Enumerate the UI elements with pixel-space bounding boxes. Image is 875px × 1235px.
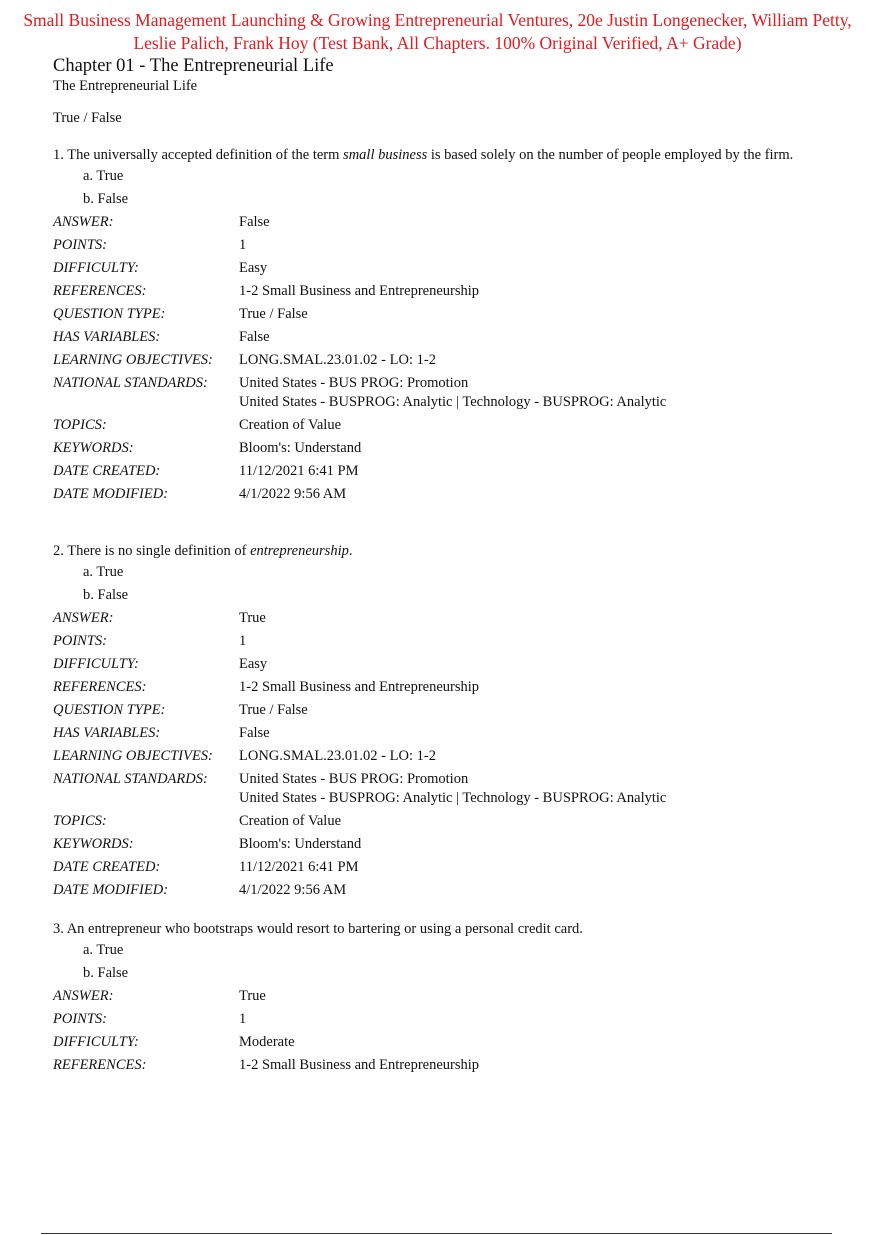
- learning-objectives-label: LEARNING OBJECTIVES:: [53, 352, 213, 368]
- date-modified-label: DATE MODIFIED:: [53, 882, 169, 898]
- difficulty-value: Easy: [239, 260, 268, 276]
- difficulty-label: DIFFICULTY:: [53, 656, 139, 672]
- references-value: 1-2 Small Business and Entrepreneurship: [239, 283, 480, 299]
- choice-a: a. True: [83, 564, 124, 580]
- learning-objectives-row: [53, 745, 853, 768]
- points-value: 1: [239, 633, 247, 649]
- document-banner: Small Business Management Launching & Growing Entrepreneurial Ventures, 20e Justin Longenecker, William Petty, Leslie Palich, Frank Hoy (Test Bank, All Chapters. 100% Original Verified, A+ Grade): [23, 10, 852, 53]
- topics-label: TOPICS:: [53, 417, 107, 433]
- answer-value: False: [239, 214, 270, 230]
- national-standards-row: [53, 372, 853, 414]
- question-3: [53, 920, 853, 1077]
- national-standards-value: [239, 374, 853, 412]
- stem-text: 1. The universally accepted definition of the term: [53, 147, 344, 163]
- answer-row: [53, 985, 853, 1008]
- chapter-subtitle: The Entrepreneurial Life: [53, 78, 198, 94]
- date-modified-value: 4/1/2022 9:56 AM: [239, 486, 347, 502]
- choice-b: b. False: [83, 587, 129, 603]
- points-value: 1: [239, 237, 247, 253]
- topics-row: [53, 414, 853, 437]
- references-row: [53, 1054, 853, 1077]
- footer-divider: [41, 1233, 832, 1234]
- question-type-row: [53, 303, 853, 326]
- national-standard-line: United States - BUSPROG: Analytic | Technology - BUSPROG: Analytic: [239, 790, 667, 806]
- choice-b: b. False: [83, 965, 129, 981]
- has-variables-row: [53, 326, 853, 349]
- national-standards-row: [53, 768, 853, 810]
- question-type-value: True / False: [239, 306, 308, 322]
- keywords-row: [53, 833, 853, 856]
- answer-row: [53, 607, 853, 630]
- date-created-value: 11/12/2021 6:41 PM: [239, 859, 359, 875]
- keywords-value: Bloom's: Understand: [239, 836, 362, 852]
- stem-text: .: [348, 543, 353, 559]
- question-type-label: QUESTION TYPE:: [53, 306, 166, 322]
- answer-row: [53, 211, 853, 234]
- topics-value: Creation of Value: [239, 813, 342, 829]
- references-value: 1-2 Small Business and Entrepreneurship: [239, 1057, 480, 1073]
- learning-objectives-value: LONG.SMAL.23.01.02 - LO: 1-2: [239, 352, 436, 368]
- difficulty-label: DIFFICULTY:: [53, 1034, 139, 1050]
- question-1: [53, 146, 853, 506]
- date-created-label: DATE CREATED:: [53, 859, 161, 875]
- has-variables-value: False: [239, 329, 270, 345]
- choice-b: b. False: [83, 191, 129, 207]
- question-type-row: [53, 699, 853, 722]
- points-row: [53, 630, 853, 653]
- choice-a: a. True: [83, 942, 124, 958]
- references-value: 1-2 Small Business and Entrepreneurship: [239, 679, 480, 695]
- national-standards-label: NATIONAL STANDARDS:: [53, 771, 208, 787]
- difficulty-row: [53, 257, 853, 280]
- learning-objectives-label: LEARNING OBJECTIVES:: [53, 748, 213, 764]
- topics-row: [53, 810, 853, 833]
- date-created-value: 11/12/2021 6:41 PM: [239, 463, 359, 479]
- chapter-title: Chapter 01 - The Entrepreneurial Life: [53, 56, 334, 76]
- difficulty-row: [53, 653, 853, 676]
- has-variables-label: HAS VARIABLES:: [53, 725, 161, 741]
- date-modified-row: [53, 483, 853, 506]
- difficulty-value: Moderate: [239, 1034, 295, 1050]
- date-modified-label: DATE MODIFIED:: [53, 486, 169, 502]
- question-stem: [53, 542, 853, 561]
- question-stem: [53, 920, 853, 939]
- national-standards-value: [239, 770, 853, 808]
- points-label: POINTS:: [53, 633, 107, 649]
- answer-label: ANSWER:: [53, 214, 114, 230]
- points-row: [53, 234, 853, 257]
- question-stem: [53, 146, 853, 165]
- references-label: REFERENCES:: [53, 679, 147, 695]
- national-standard-line: United States - BUSPROG: Analytic | Technology - BUSPROG: Analytic: [239, 394, 667, 410]
- stem-text: 3. An entrepreneur who bootstraps would resort to bartering or using a personal credit card.: [53, 921, 583, 937]
- has-variables-row: [53, 722, 853, 745]
- references-label: REFERENCES:: [53, 1057, 147, 1073]
- stem-text: is based solely on the number of people employed by the firm.: [427, 147, 794, 163]
- date-created-row: [53, 460, 853, 483]
- section-type-heading: True / False: [53, 110, 122, 126]
- national-standards-label: NATIONAL STANDARDS:: [53, 375, 208, 391]
- date-modified-row: [53, 879, 853, 902]
- date-modified-value: 4/1/2022 9:56 AM: [239, 882, 347, 898]
- points-row: [53, 1008, 853, 1031]
- difficulty-row: [53, 1031, 853, 1054]
- difficulty-value: Easy: [239, 656, 268, 672]
- has-variables-value: False: [239, 725, 270, 741]
- keywords-label: KEYWORDS:: [53, 836, 134, 852]
- learning-objectives-row: [53, 349, 853, 372]
- stem-italic-term: entrepreneurship: [250, 543, 349, 559]
- references-label: REFERENCES:: [53, 283, 147, 299]
- points-label: POINTS:: [53, 237, 107, 253]
- national-standard-line: United States - BUS PROG: Promotion: [239, 375, 469, 391]
- topics-label: TOPICS:: [53, 813, 107, 829]
- difficulty-label: DIFFICULTY:: [53, 260, 139, 276]
- learning-objectives-value: LONG.SMAL.23.01.02 - LO: 1-2: [239, 748, 436, 764]
- points-value: 1: [239, 1011, 247, 1027]
- date-created-row: [53, 856, 853, 879]
- keywords-row: [53, 437, 853, 460]
- answer-label: ANSWER:: [53, 988, 114, 1004]
- references-row: [53, 676, 853, 699]
- has-variables-label: HAS VARIABLES:: [53, 329, 161, 345]
- question-2: [53, 542, 853, 902]
- question-type-value: True / False: [239, 702, 308, 718]
- answer-value: True: [239, 610, 266, 626]
- stem-text: 2. There is no single definition of: [53, 543, 251, 559]
- question-type-label: QUESTION TYPE:: [53, 702, 166, 718]
- keywords-label: KEYWORDS:: [53, 440, 134, 456]
- keywords-value: Bloom's: Understand: [239, 440, 362, 456]
- answer-value: True: [239, 988, 266, 1004]
- date-created-label: DATE CREATED:: [53, 463, 161, 479]
- answer-label: ANSWER:: [53, 610, 114, 626]
- references-row: [53, 280, 853, 303]
- topics-value: Creation of Value: [239, 417, 342, 433]
- points-label: POINTS:: [53, 1011, 107, 1027]
- choice-a: a. True: [83, 168, 124, 184]
- stem-italic-term: small business: [343, 147, 428, 163]
- national-standard-line: United States - BUS PROG: Promotion: [239, 771, 469, 787]
